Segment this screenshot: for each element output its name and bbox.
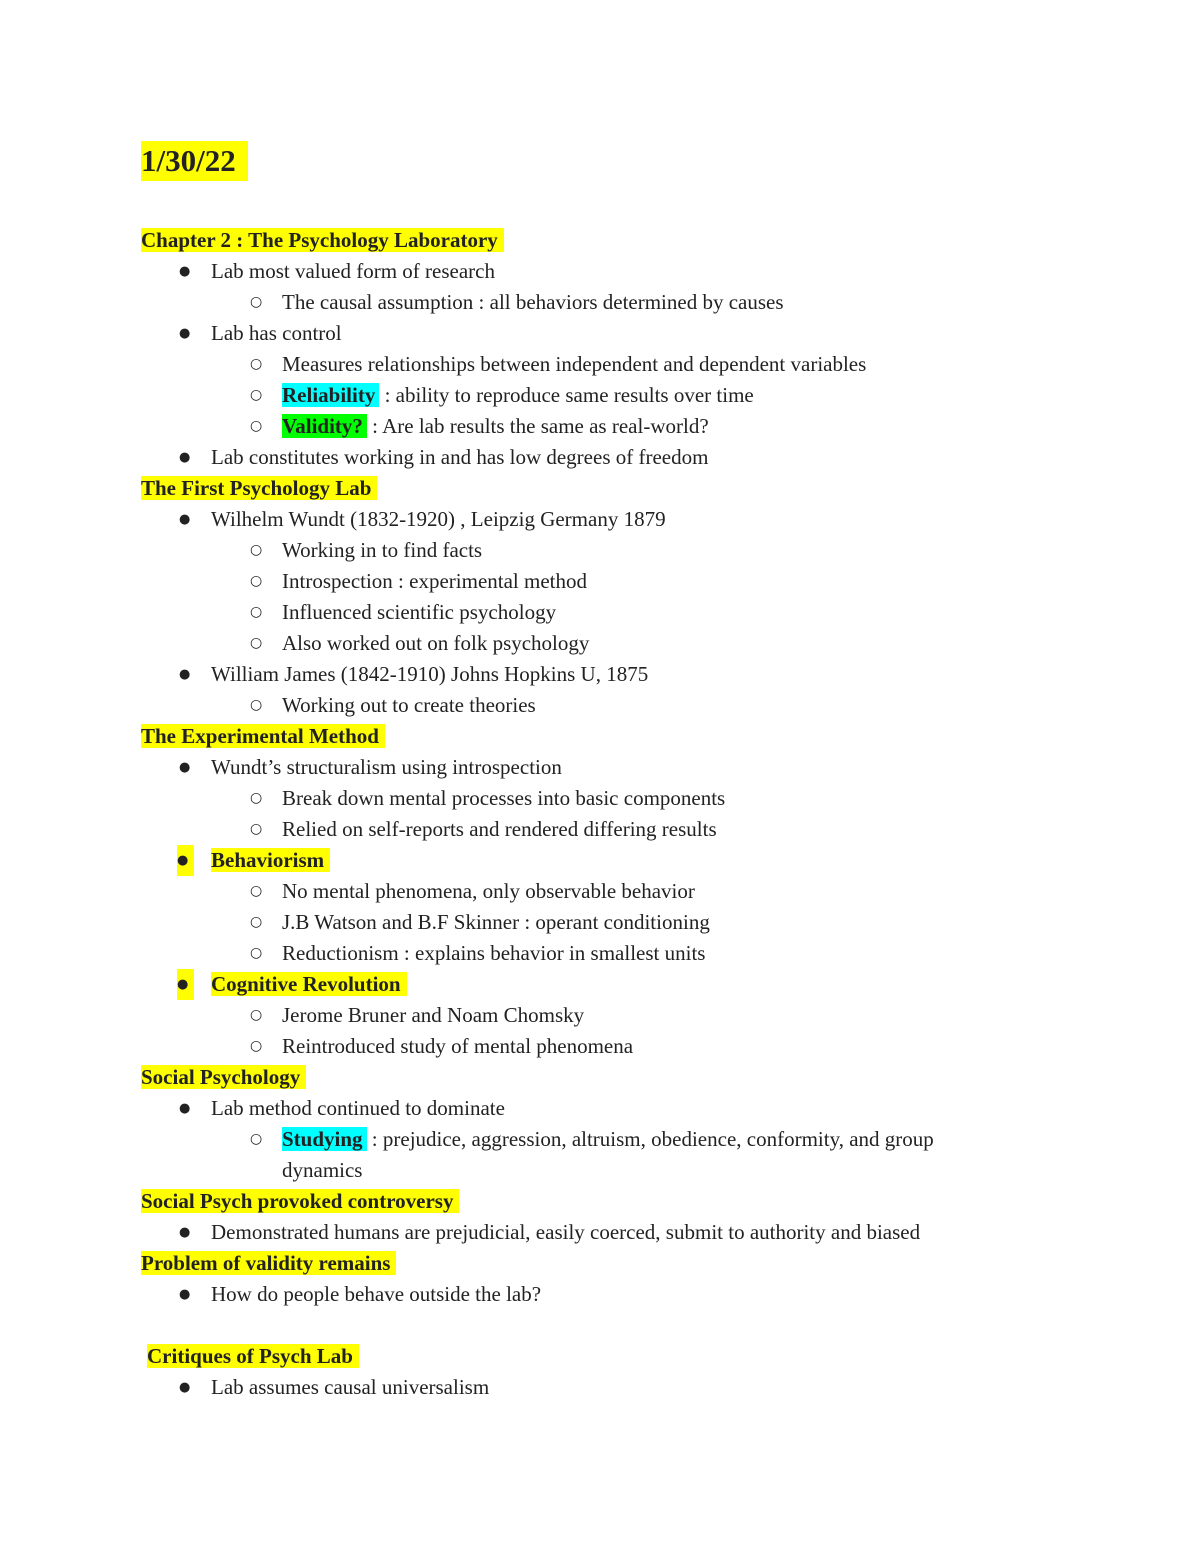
bullet-item-behaviorism <box>141 845 1041 876</box>
sub-bullet-item: ○ The causal assumption : all behaviors determined by causes <box>141 287 1041 318</box>
sub-bullet-item: ○ Measures relationships between independent and dependent variables <box>141 349 1041 380</box>
term-reliability: Reliability <box>282 383 379 407</box>
sub-bullet-item: ○ Reintroduced study of mental phenomena <box>141 1031 1041 1062</box>
section-heading-experimental-method <box>141 721 1041 752</box>
bullet-item: ● Demonstrated humans are prejudicial, easily coerced, submit to authority and biased <box>141 1217 1041 1248</box>
heading-text: Problem of validity remains <box>141 1251 396 1275</box>
section-heading-social-psychology <box>141 1062 1041 1093</box>
term-validity: Validity? <box>282 414 367 438</box>
bullet-item: ● Lab assumes causal universalism <box>141 1372 1041 1403</box>
sub-bullet-item: ○ No mental phenomena, only observable behavior <box>141 876 1041 907</box>
heading-text: The Experimental Method <box>141 724 385 748</box>
heading-text: Chapter 2 : The Psychology Laboratory <box>141 228 504 252</box>
date-heading: 1/30/22 <box>141 141 248 181</box>
sub-bullet-item: ○ Break down mental processes into basic components <box>141 783 1041 814</box>
bullet-highlight-text: Behaviorism <box>211 848 330 872</box>
notes-content <box>141 225 1041 1403</box>
sub-bullet-item: ○ Influenced scientific psychology <box>141 597 1041 628</box>
bullet-item-cognitive-revolution <box>141 969 1041 1000</box>
sub-bullet-item: ○ Reductionism : explains behavior in smallest units <box>141 938 1041 969</box>
bullet-item: ● Wundt’s structuralism using introspection <box>141 752 1041 783</box>
sub-bullet-item: ○ J.B Watson and B.F Skinner : operant conditioning <box>141 907 1041 938</box>
term-definition: : prejudice, aggression, altruism, obedience, conformity, and group dynamics <box>282 1127 934 1182</box>
bullet-item: ● Lab constitutes working in and has low degrees of freedom <box>141 442 1041 473</box>
heading-text: Social Psychology <box>141 1065 306 1089</box>
bullet-item: ● Lab most valued form of research <box>141 256 1041 287</box>
term-definition: : ability to reproduce same results over time <box>379 383 754 407</box>
term-studying: Studying <box>282 1127 367 1151</box>
section-heading-validity-problem <box>141 1248 1041 1279</box>
section-heading-controversy <box>141 1186 1041 1217</box>
bullet-highlight-text: Cognitive Revolution <box>211 972 407 996</box>
sub-bullet-item: ○ Introspection : experimental method <box>141 566 1041 597</box>
heading-text: Social Psych provoked controversy <box>141 1189 459 1213</box>
bullet-item: ● William James (1842-1910) Johns Hopkins U, 1875 <box>141 659 1041 690</box>
section-heading-first-lab <box>141 473 1041 504</box>
sub-bullet-item: ○ Jerome Bruner and Noam Chomsky <box>141 1000 1041 1031</box>
bullet-item: ● Lab method continued to dominate <box>141 1093 1041 1124</box>
section-heading-critiques <box>141 1341 1041 1372</box>
sub-bullet-item: ○ Working out to create theories <box>141 690 1041 721</box>
sub-bullet-item: ○ Relied on self-reports and rendered differing results <box>141 814 1041 845</box>
sub-bullet-item <box>141 380 1041 411</box>
sub-bullet-item: ○ Also worked out on folk psychology <box>141 628 1041 659</box>
sub-bullet-item <box>141 411 1041 442</box>
bullet-item: ● Lab has control <box>141 318 1041 349</box>
bullet-item: ● Wilhelm Wundt (1832-1920) , Leipzig Germany 1879 <box>141 504 1041 535</box>
bullet-item: ● How do people behave outside the lab? <box>141 1279 1041 1310</box>
heading-text: Critiques of Psych Lab <box>147 1344 359 1368</box>
sub-bullet-item: ○ Working in to find facts <box>141 535 1041 566</box>
sub-bullet-item <box>141 1124 1012 1186</box>
section-heading-chapter-2 <box>141 225 1041 256</box>
heading-text: The First Psychology Lab <box>141 476 377 500</box>
term-definition: : Are lab results the same as real-world? <box>366 414 709 438</box>
